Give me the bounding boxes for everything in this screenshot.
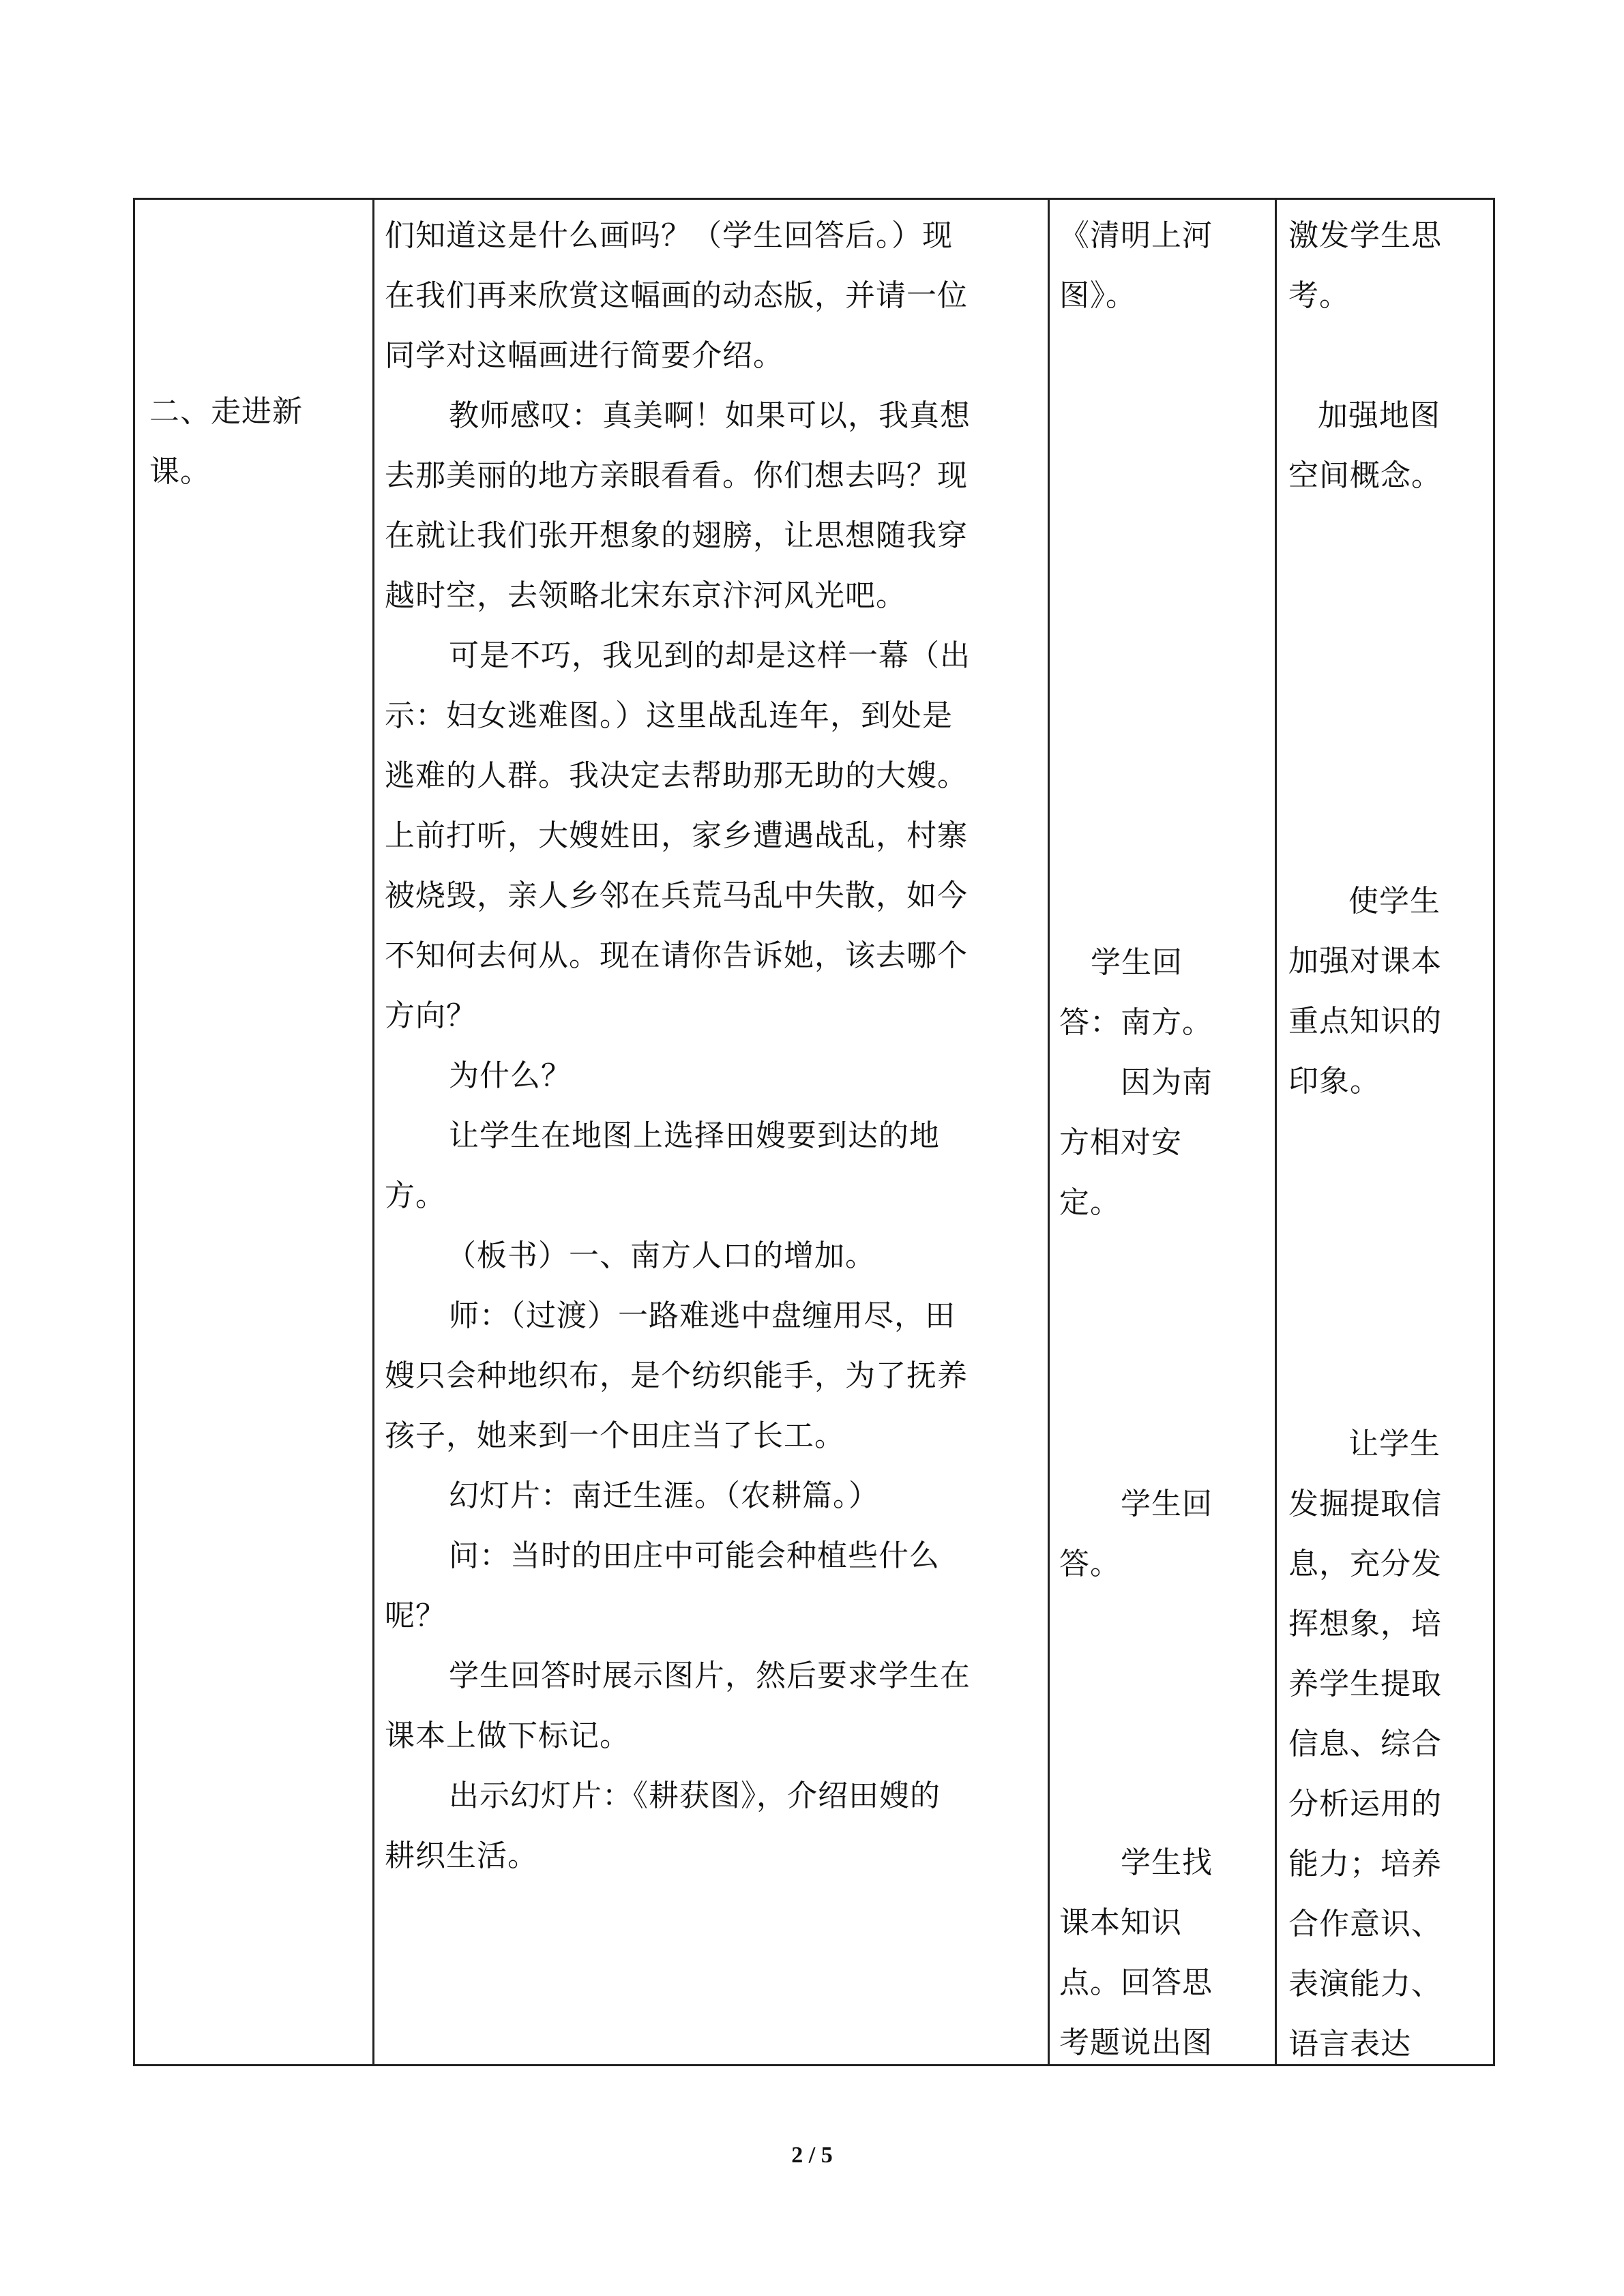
- intent-line: 空间概念。: [1288, 458, 1442, 493]
- activity-line: 去那美丽的地方亲眼看看。你们想去吗？现: [385, 458, 968, 493]
- activity-line: 孩子，她来到一个田庄当了长工。: [385, 1418, 845, 1453]
- teacher-activity-cell: [374, 200, 1048, 2064]
- intent-line: 分析运用的: [1288, 1787, 1442, 1821]
- activity-line: 在就让我们张开想象的翅膀，让思想随我穿: [385, 518, 968, 553]
- activity-line: 教师感叹：真美啊！如果可以，我真想: [449, 398, 971, 433]
- intent-line: 考。: [1288, 278, 1350, 313]
- activity-line: 在我们再来欣赏这幅画的动态版，并请一位: [385, 278, 968, 313]
- student-line: 答。: [1059, 1547, 1121, 1581]
- student-line: 图》。: [1059, 278, 1136, 313]
- stage-line: 课。: [149, 454, 211, 489]
- student-line: 学生回: [1091, 945, 1183, 980]
- design-intent-cell: [1277, 200, 1495, 2064]
- intent-line: 激发学生思: [1288, 218, 1442, 253]
- activity-line: 为什么？: [449, 1058, 572, 1093]
- intent-line: 信息、综合: [1288, 1727, 1442, 1761]
- intent-line: 合作意识、: [1288, 1907, 1442, 1941]
- student-line: 定。: [1059, 1185, 1121, 1220]
- student-line: 学生回: [1121, 1487, 1213, 1521]
- intent-line: 表演能力、: [1288, 1967, 1442, 2001]
- student-line: 《清明上河: [1059, 218, 1213, 253]
- student-line: 答：南方。: [1059, 1005, 1213, 1040]
- intent-line: 养学生提取: [1288, 1667, 1442, 1701]
- student-line: 考题说出图: [1059, 2025, 1213, 2060]
- activity-line: 们知道这是什么画吗？（学生回答后。）现: [385, 218, 953, 253]
- intent-line: 息，充分发: [1288, 1547, 1442, 1581]
- activity-line: 示：妇女逃难图。）这里战乱连年，到处是: [385, 698, 953, 733]
- student-activity-cell: [1050, 200, 1275, 2064]
- intent-line: 印象。: [1288, 1064, 1381, 1099]
- intent-line: 重点知识的: [1288, 1004, 1442, 1039]
- activity-line: 出示幻灯片：《耕获图》，介绍田嫂的: [449, 1778, 941, 1813]
- student-line: 方相对安: [1059, 1125, 1182, 1160]
- stage-line: 二、走进新: [149, 394, 303, 429]
- activity-line: 学生回答时展示图片，然后要求学生在: [449, 1658, 971, 1693]
- activity-line: 呢？: [385, 1598, 446, 1633]
- activity-line: 被烧毁，亲人乡邻在兵荒马乱中失散，如今: [385, 878, 968, 913]
- intent-line: 挥想象，培: [1288, 1607, 1442, 1641]
- activity-line: 同学对这幅画进行简要介绍。: [385, 338, 784, 373]
- activity-line: 让学生在地图上选择田嫂要到达的地: [449, 1118, 940, 1153]
- page-number: 2 / 5: [791, 2143, 833, 2168]
- activity-line: 逃难的人群。我决定去帮助那无助的大嫂。: [385, 758, 968, 793]
- activity-line: 方。: [385, 1178, 446, 1213]
- student-line: 课本知识: [1059, 1905, 1182, 1940]
- intent-line: 使学生: [1348, 884, 1441, 919]
- student-line: 学生找: [1121, 1845, 1213, 1880]
- student-line: 因为南: [1121, 1065, 1213, 1100]
- intent-line: 让学生: [1348, 1427, 1441, 1461]
- intent-line: 加强对课本: [1288, 944, 1442, 979]
- lesson-plan-table: [133, 198, 1495, 2066]
- stage-cell: [135, 200, 372, 2064]
- activity-line: 不知何去何从。现在请你告诉她，该去哪个: [385, 938, 968, 973]
- activity-line: 幻灯片：南迁生涯。（农耕篇。）: [449, 1478, 879, 1513]
- activity-line: 师：（过渡）一路难逃中盘缠用尽，田: [449, 1298, 956, 1333]
- activity-line: 耕织生活。: [385, 1838, 538, 1873]
- student-line: 点。回答思: [1059, 1965, 1213, 2000]
- activity-line: 可是不巧，我见到的却是这样一幕（出: [449, 638, 971, 673]
- activity-line: （板书）一、南方人口的增加。: [446, 1238, 876, 1273]
- activity-line: 问：当时的田庄中可能会种植些什么: [449, 1538, 940, 1573]
- activity-line: 方向？: [385, 998, 477, 1033]
- activity-line: 嫂只会种地织布，是个纺织能手，为了抚养: [385, 1358, 968, 1393]
- intent-line: 语言表达: [1288, 2027, 1411, 2061]
- activity-line: 上前打听，大嫂姓田，家乡遭遇战乱，村寨: [385, 818, 968, 853]
- activity-line: 课本上做下标记。: [385, 1718, 630, 1753]
- intent-line: 加强地图: [1318, 398, 1441, 433]
- intent-line: 能力；培养: [1288, 1847, 1442, 1881]
- intent-line: 发掘提取信: [1288, 1487, 1442, 1521]
- activity-line: 越时空，去领略北宋东京汴河风光吧。: [385, 578, 906, 613]
